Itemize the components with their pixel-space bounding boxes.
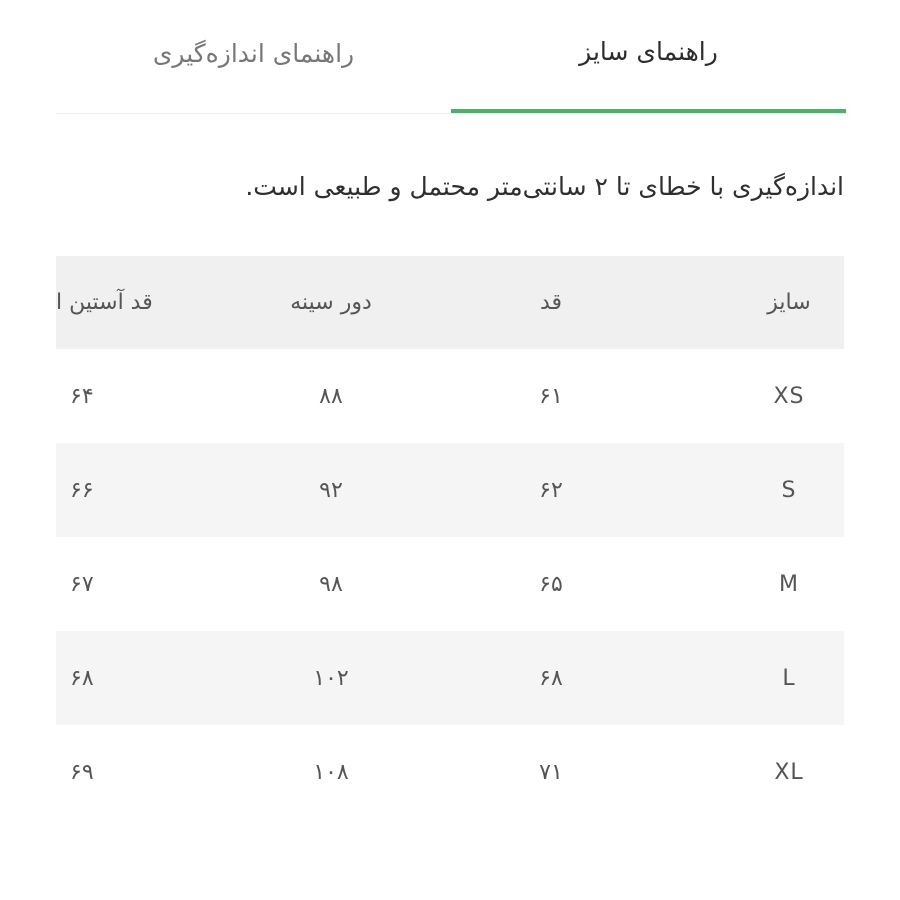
cell-chest: ۱۰۲ [313, 665, 349, 691]
cell-sleeve: ۶۶ [70, 477, 94, 503]
table-row [56, 631, 844, 725]
table-row [56, 725, 844, 819]
cell-sleeve: ۶۷ [70, 571, 94, 597]
header-size: سایز [767, 290, 811, 315]
cell-size: M [779, 571, 799, 597]
table-header-row [56, 256, 844, 349]
table-row [56, 349, 844, 443]
cell-size: S [781, 477, 797, 503]
cell-sleeve: ۶۴ [70, 383, 94, 409]
cell-chest: ۸۸ [319, 383, 343, 409]
cell-chest: ۱۰۸ [313, 759, 349, 785]
tab-size-guide[interactable]: راهنمای سایز [451, 0, 846, 113]
table-row [56, 443, 844, 537]
tab-measurement-guide[interactable]: راهنمای اندازه‌گیری [152, 39, 355, 68]
header-sleeve: قد آستین ا [56, 290, 153, 315]
cell-height: ۶۲ [539, 477, 563, 503]
table-row [56, 537, 844, 631]
guide-tabs [56, 0, 846, 114]
cell-height: ۶۸ [539, 665, 563, 691]
cell-height: ۷۱ [539, 759, 563, 785]
header-chest: دور سینه [290, 290, 372, 315]
cell-height: ۶۱ [539, 383, 563, 409]
cell-sleeve: ۶۸ [70, 665, 94, 691]
cell-size: XS [773, 383, 805, 409]
cell-chest: ۹۸ [319, 571, 343, 597]
size-table [56, 256, 844, 820]
cell-chest: ۹۲ [319, 477, 343, 503]
header-height: قد [539, 290, 563, 315]
measurement-tolerance-note: اندازه‌گیری با خطای تا ۲ سانتی‌متر محتمل و طبیعی است. [245, 172, 844, 201]
cell-height: ۶۵ [539, 571, 563, 597]
cell-size: XL [774, 759, 804, 785]
cell-sleeve: ۶۹ [70, 759, 94, 785]
cell-size: L [782, 665, 796, 691]
